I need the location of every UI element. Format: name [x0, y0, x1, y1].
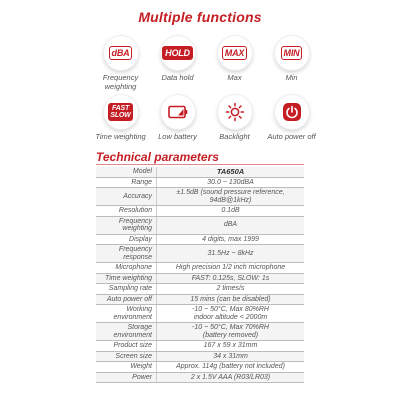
spec-key: Frequency response: [96, 245, 157, 263]
spec-value-line: -10 ~ 50°C, Max 80%RH: [192, 306, 269, 313]
spec-row: [96, 216, 304, 234]
feature-label: Frequency weighting: [102, 73, 139, 91]
spec-value: FAST: 0.125s, SLOW: 1s: [157, 273, 305, 284]
spec-value: 2 times/s: [157, 284, 305, 295]
spec-key: Time weighting: [96, 273, 157, 284]
feature-label: Time weighting: [95, 132, 146, 141]
power-icon: [281, 101, 303, 123]
spec-value: High precision 1/2 inch microphone: [157, 263, 305, 274]
spec-value: [157, 305, 305, 323]
feature-low-battery: [149, 95, 206, 141]
spec-value-line: indoor altitude < 2000m: [193, 313, 268, 321]
max-badge: MAX: [222, 46, 247, 60]
spec-key: Model: [96, 167, 157, 177]
power-icon-circle: [275, 95, 309, 129]
functions-grid: [92, 36, 320, 141]
spec-value: 4 digits, max 1999: [157, 234, 305, 245]
feature-auto-power-off: [263, 95, 320, 141]
spec-value: 0.1dB: [157, 206, 305, 217]
spec-row: [96, 188, 304, 206]
spec-row: [96, 372, 304, 383]
sun-icon: [225, 102, 245, 122]
feature-label: Min: [285, 73, 298, 82]
spec-value: TA650A: [157, 167, 305, 177]
spec-key: Power: [96, 372, 157, 383]
spec-value: ±1.5dB (sound pressure reference, 94dB@1kHz): [157, 188, 305, 206]
min-badge: MIN: [281, 46, 303, 60]
max-icon: [218, 36, 252, 70]
spec-key: Accuracy: [96, 188, 157, 206]
spec-value-line: -10 ~ 50°C, Max 70%RH: [192, 324, 269, 331]
dba-icon: [104, 36, 138, 70]
functions-title: Multiple functions: [138, 9, 262, 25]
spec-body: [96, 167, 304, 383]
spec-row: [96, 206, 304, 217]
spec-key: Microphone: [96, 263, 157, 274]
spec-value: 15 mins (can be disabled): [157, 294, 305, 305]
spec-row: [96, 177, 304, 188]
spec-value: 30.0 ~ 130dBA: [157, 177, 305, 188]
spec-key: Range: [96, 177, 157, 188]
feature-label: Backlight: [219, 132, 250, 141]
min-icon: [275, 36, 309, 70]
hold-badge: HOLD: [162, 46, 193, 60]
spec-value: 2 x 1.5V AAA (R03/LR03): [157, 372, 305, 383]
spec-key: Storage environment: [96, 323, 157, 341]
title-divider: [96, 164, 304, 165]
spec-value: 31.5Hz ~ 8kHz: [157, 245, 305, 263]
spec-row: [96, 284, 304, 295]
feature-data-hold: [149, 36, 206, 91]
spec-row: [96, 305, 304, 323]
feature-time-weighting: [92, 95, 149, 141]
feature-label: Auto power off: [267, 132, 316, 141]
spec-row: [96, 362, 304, 373]
spec-key: Auto power off: [96, 294, 157, 305]
spec-key: Working environment: [96, 305, 157, 323]
spec-row: [96, 341, 304, 352]
feature-max: [206, 36, 263, 91]
fast-slow-icon: [104, 95, 138, 129]
fast-slow-badge: [108, 103, 132, 121]
spec-key: Screen size: [96, 351, 157, 362]
battery-icon-circle: [161, 95, 195, 129]
spec-row: [96, 294, 304, 305]
spec-key: Sampling rate: [96, 284, 157, 295]
spec-row: [96, 351, 304, 362]
spec-value-line: (battery removed): [202, 331, 259, 339]
spec-value: Approx. 114g (battery not included): [157, 362, 305, 373]
feature-frequency-weighting: [92, 36, 149, 91]
spec-value: dBA: [157, 216, 305, 234]
dba-badge: dBA: [109, 46, 133, 60]
spec-row: [96, 263, 304, 274]
spec-table: [96, 167, 304, 383]
sun-icon-circle: [218, 95, 252, 129]
feature-label: Max: [227, 73, 242, 82]
hold-icon: [161, 36, 195, 70]
feature-label: Low battery: [158, 132, 197, 141]
spec-row: [96, 167, 304, 177]
fast-text: FAST: [111, 105, 130, 112]
spec-key: Product size: [96, 341, 157, 352]
spec-row: [96, 234, 304, 245]
feature-backlight: [206, 95, 263, 141]
spec-row: [96, 323, 304, 341]
spec-row: [96, 245, 304, 263]
technical-title: Technical parameters: [96, 150, 219, 164]
spec-row: [96, 273, 304, 284]
spec-value: 34 x 31mm: [157, 351, 305, 362]
slow-text: SLOW: [110, 112, 131, 119]
spec-key: Resolution: [96, 206, 157, 217]
battery-icon: [168, 105, 188, 119]
feature-label: Data hold: [161, 73, 194, 82]
spec-key: Weight: [96, 362, 157, 373]
spec-key: Frequency weighting: [96, 216, 157, 234]
spec-key: Display: [96, 234, 157, 245]
spec-value: 167 x 59 x 31mm: [157, 341, 305, 352]
feature-min: [263, 36, 320, 91]
spec-value: [157, 323, 305, 341]
